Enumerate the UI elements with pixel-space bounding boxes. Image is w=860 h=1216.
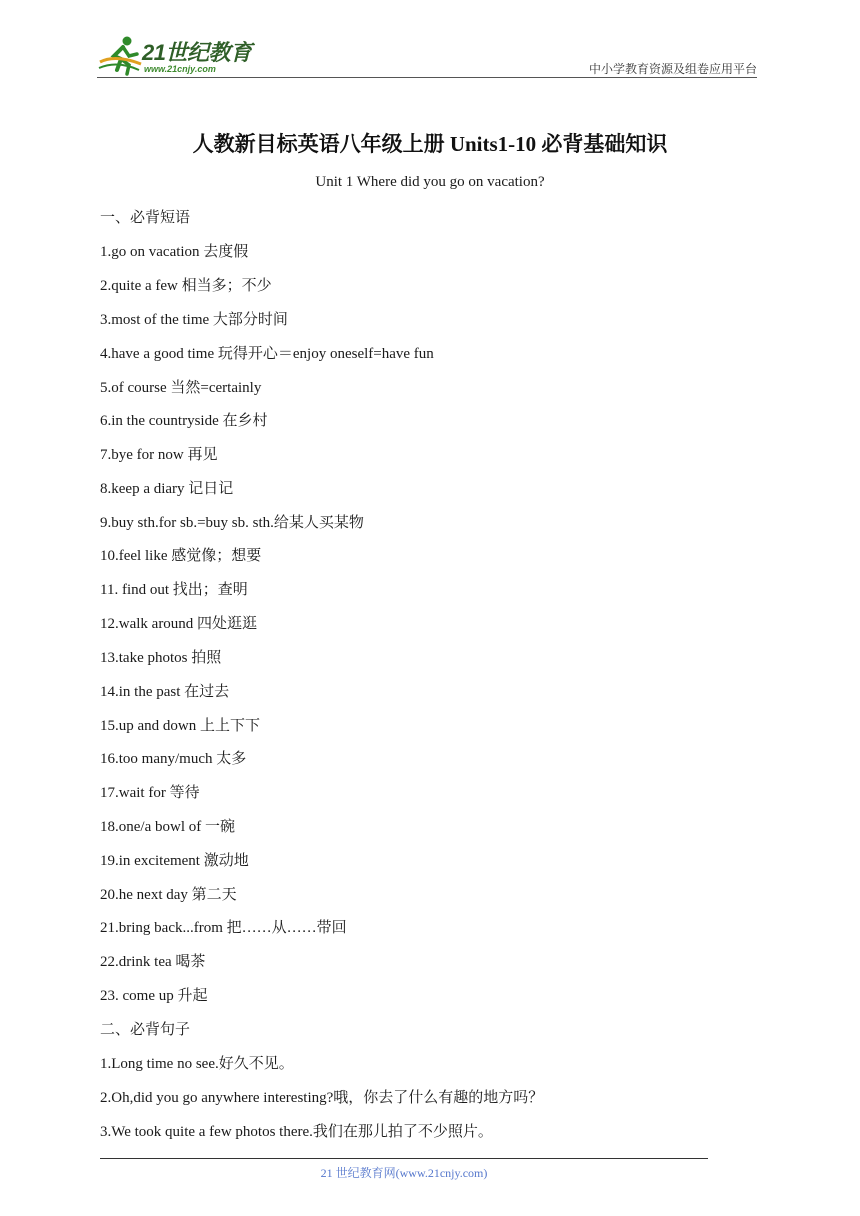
phrase-item: 15.up and down 上上下下: [100, 718, 260, 734]
sentence-item: 1.Long time no see.好久不见。: [100, 1056, 294, 1072]
sentence-item: 2.Oh,did you go anywhere interesting?哦，你去了什么有趣的地方吗？: [100, 1090, 544, 1106]
phrase-item: 2.quite a few 相当多；不少: [100, 278, 272, 294]
phrase-item: 8.keep a diary 记日记: [100, 481, 234, 497]
footer-text: 21 世纪教育网(www.21cnjy.com): [320, 1166, 488, 1180]
phrase-item: 3.most of the time 大部分时间: [100, 312, 288, 328]
phrase-item: 10.feel like 感觉像；想要: [100, 548, 262, 564]
runner-icon: [97, 34, 143, 76]
phrase-item: 14.in the past 在过去: [100, 684, 230, 700]
phrase-item: 13.take photos 拍照: [100, 650, 222, 666]
phrase-item: 4.have a good time 玩得开心＝enjoy oneself=have fun: [100, 346, 434, 362]
phrase-item: 12.walk around 四处逛逛: [100, 616, 258, 632]
phrase-item: 22.drink tea 喝茶: [100, 954, 206, 970]
phrase-item: 11. find out 找出；查明: [100, 582, 248, 598]
phrase-item: 23. come up 升起: [100, 988, 208, 1004]
site-logo: [97, 34, 267, 78]
sentence-item: 3.We took quite a few photos there.我们在那儿拍了不少照片。: [100, 1124, 493, 1140]
phrase-item: 5.of course 当然=certainly: [100, 380, 262, 396]
phrase-item: 1.go on vacation 去度假: [100, 244, 249, 260]
phrase-item: 18.one/a bowl of 一碗: [100, 819, 235, 835]
phrase-item: 6.in the countryside 在乡村: [100, 413, 268, 429]
page-header: [97, 30, 757, 78]
section-heading-sentences: 二、必背句子: [100, 1022, 191, 1038]
phrase-item: 21.bring back...from 把……从……带回: [100, 920, 347, 936]
phrase-item: 16.too many/much 太多: [100, 751, 247, 767]
phrase-item: 7.bye for now 再见: [100, 447, 218, 463]
phrase-item: 19.in excitement 激动地: [100, 853, 249, 869]
footer-divider: [100, 1158, 708, 1159]
phrase-item: 9.buy sth.for sb.=buy sb. sth.给某人买某物: [100, 515, 364, 531]
phrase-item: 17.wait for 等待: [100, 785, 200, 801]
header-divider: [97, 77, 757, 78]
logo-text: 21世纪教育: [142, 40, 252, 65]
unit-title: Unit 1 Where did you go on vacation?: [315, 174, 545, 190]
section-heading-phrases: 一、必背短语: [100, 210, 191, 226]
phrase-item: 20.he next day 第二天: [100, 887, 237, 903]
logo-url: www.21cnjy.com: [144, 64, 216, 74]
header-tagline: 中小学教育资源及组卷应用平台: [588, 62, 757, 76]
document-title: 人教新目标英语八年级上册 Units1-10 必背基础知识: [192, 132, 668, 156]
